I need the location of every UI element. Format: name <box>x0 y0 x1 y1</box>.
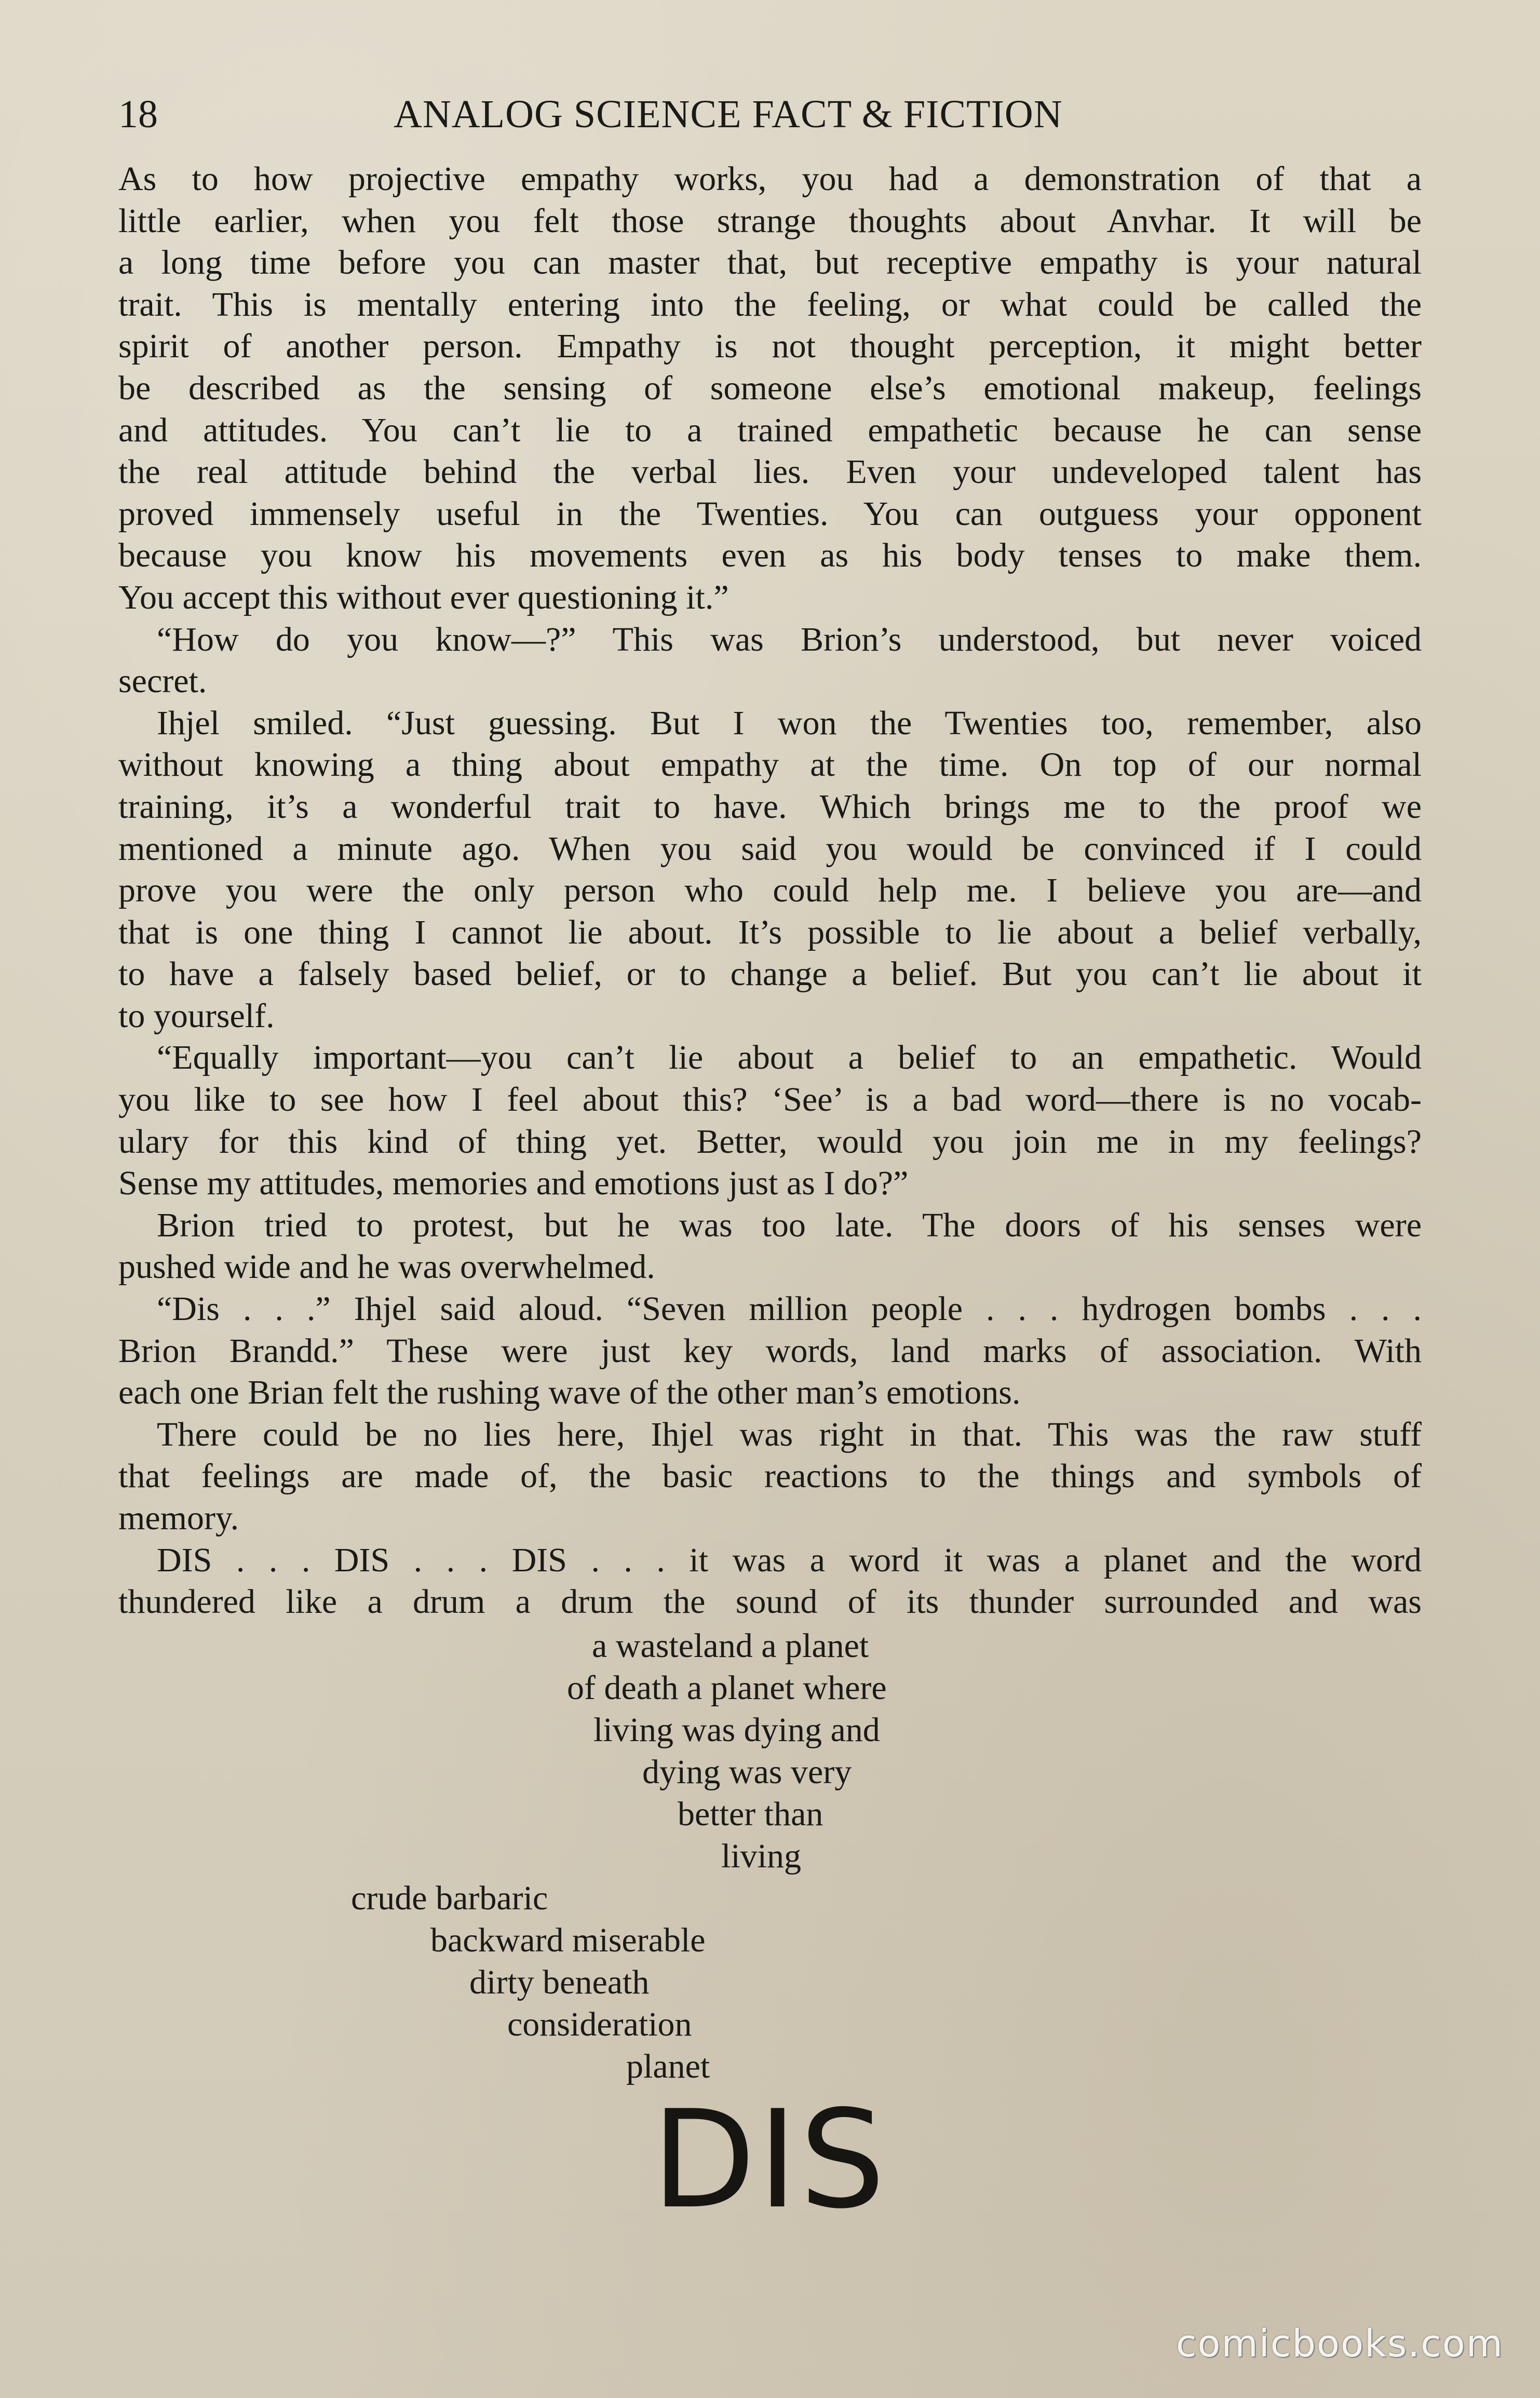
text-line: the real attitude behind the verbal lies. Even your undeveloped talent has <box>118 453 1422 491</box>
text-line: “Equally important—you can’t lie about a belief to an empathetic. Would <box>157 1039 1422 1077</box>
text-line: memory. <box>118 1499 239 1537</box>
poem-line: planet <box>626 2047 710 2085</box>
text-line: Ihjel smiled. “Just guessing. But I won the Twenties too, remember, also <box>157 704 1422 742</box>
page-header <box>118 83 1422 145</box>
text-line: pushed wide and he was overwhelmed. <box>118 1248 655 1286</box>
text-line: trait. This is mentally entering into the feeling, or what could be called the <box>118 285 1422 324</box>
page-number: 18 <box>118 92 158 136</box>
text-line: “Dis . . .” Ihjel said aloud. “Seven million people . . . hydrogen bombs . . . <box>157 1290 1422 1328</box>
poem-line: a wasteland a planet <box>592 1627 869 1665</box>
text-line: to yourself. <box>118 996 275 1035</box>
text-line: and attitudes. You can’t lie to a trained empathetic because he can sense <box>118 411 1422 449</box>
text-line: a long time before you can master that, but receptive empathy is your natural <box>118 244 1422 282</box>
text-line: proved immensely useful in the Twenties. You can outguess your opponent <box>118 494 1422 533</box>
text-line: prove you were the only person who could help me. I believe you are—and <box>118 871 1422 910</box>
text-line: thundered like a drum a drum the sound of its thunder surrounded and was <box>118 1583 1422 1621</box>
text-line: spirit of another person. Empathy is not thought perception, it might better <box>118 327 1422 366</box>
text-line: because you know his movements even as his body tenses to make them. <box>118 536 1422 575</box>
text-line: Sense my attitudes, memories and emotions just as I do?” <box>118 1164 909 1203</box>
poem-line: living was dying and <box>593 1711 880 1749</box>
text-line: mentioned a minute ago. When you said you would be convinced if I could <box>118 829 1422 868</box>
text-line: little earlier, when you felt those strange thoughts about Anvhar. It will be <box>118 201 1422 240</box>
text-line: There could be no lies here, Ihjel was right in that. This was the raw stuff <box>157 1415 1422 1453</box>
text-line: You accept this without ever questioning it.” <box>118 578 729 616</box>
text-line: Brion Brandd.” These were just key words, land marks of association. With <box>118 1331 1422 1370</box>
poem-line: consideration <box>507 2005 692 2043</box>
text-line: Brion tried to protest, but he was too late. The doors of his senses were <box>157 1206 1422 1244</box>
poem-line: dirty beneath <box>469 1963 650 2001</box>
text-line: each one Brian felt the rushing wave of the other man’s emotions. <box>118 1373 1021 1412</box>
big-dis-word: DIS <box>652 2082 887 2239</box>
poem-line: better than <box>678 1795 823 1833</box>
running-head: ANALOG SCIENCE FACT & FICTION <box>394 92 1063 136</box>
text-line: DIS . . . DIS . . . DIS . . . it was a word it was a planet and the word <box>157 1541 1422 1579</box>
poem-line: of death a planet where <box>567 1669 887 1707</box>
text-line: secret. <box>118 662 207 700</box>
poem-line: dying was very <box>642 1753 852 1791</box>
text-line: be described as the sensing of someone else’s emotional makeup, feelings <box>118 369 1422 407</box>
text-line: “How do you know—?” This was Brion’s understood, but never voiced <box>157 620 1422 658</box>
poem-line: living <box>721 1837 802 1875</box>
text-line: that is one thing I cannot lie about. It’s possible to lie about a belief verbally, <box>118 913 1422 951</box>
text-line: ulary for this kind of thing yet. Better, would you join me in my feelings? <box>118 1122 1422 1161</box>
text-line: As to how projective empathy works, you had a demonstration of that a <box>118 160 1422 198</box>
text-line: that feelings are made of, the basic reactions to the things and symbols of <box>118 1457 1422 1496</box>
text-line: you like to see how I feel about this? ‘See’ is a bad word—there is no vocab- <box>118 1081 1422 1119</box>
text-line: training, it’s a wonderful trait to have. Which brings me to the proof we <box>118 787 1422 826</box>
poem-line: backward miserable <box>430 1921 706 1959</box>
watermark: comicbooks.com <box>1176 2322 1504 2365</box>
text-line: without knowing a thing about empathy at the time. On top of our normal <box>118 746 1422 784</box>
poem-line: crude barbaric <box>351 1879 548 1917</box>
body-text <box>118 158 1422 1623</box>
text-line: to have a falsely based belief, or to change a belief. But you can’t lie about it <box>118 955 1422 993</box>
